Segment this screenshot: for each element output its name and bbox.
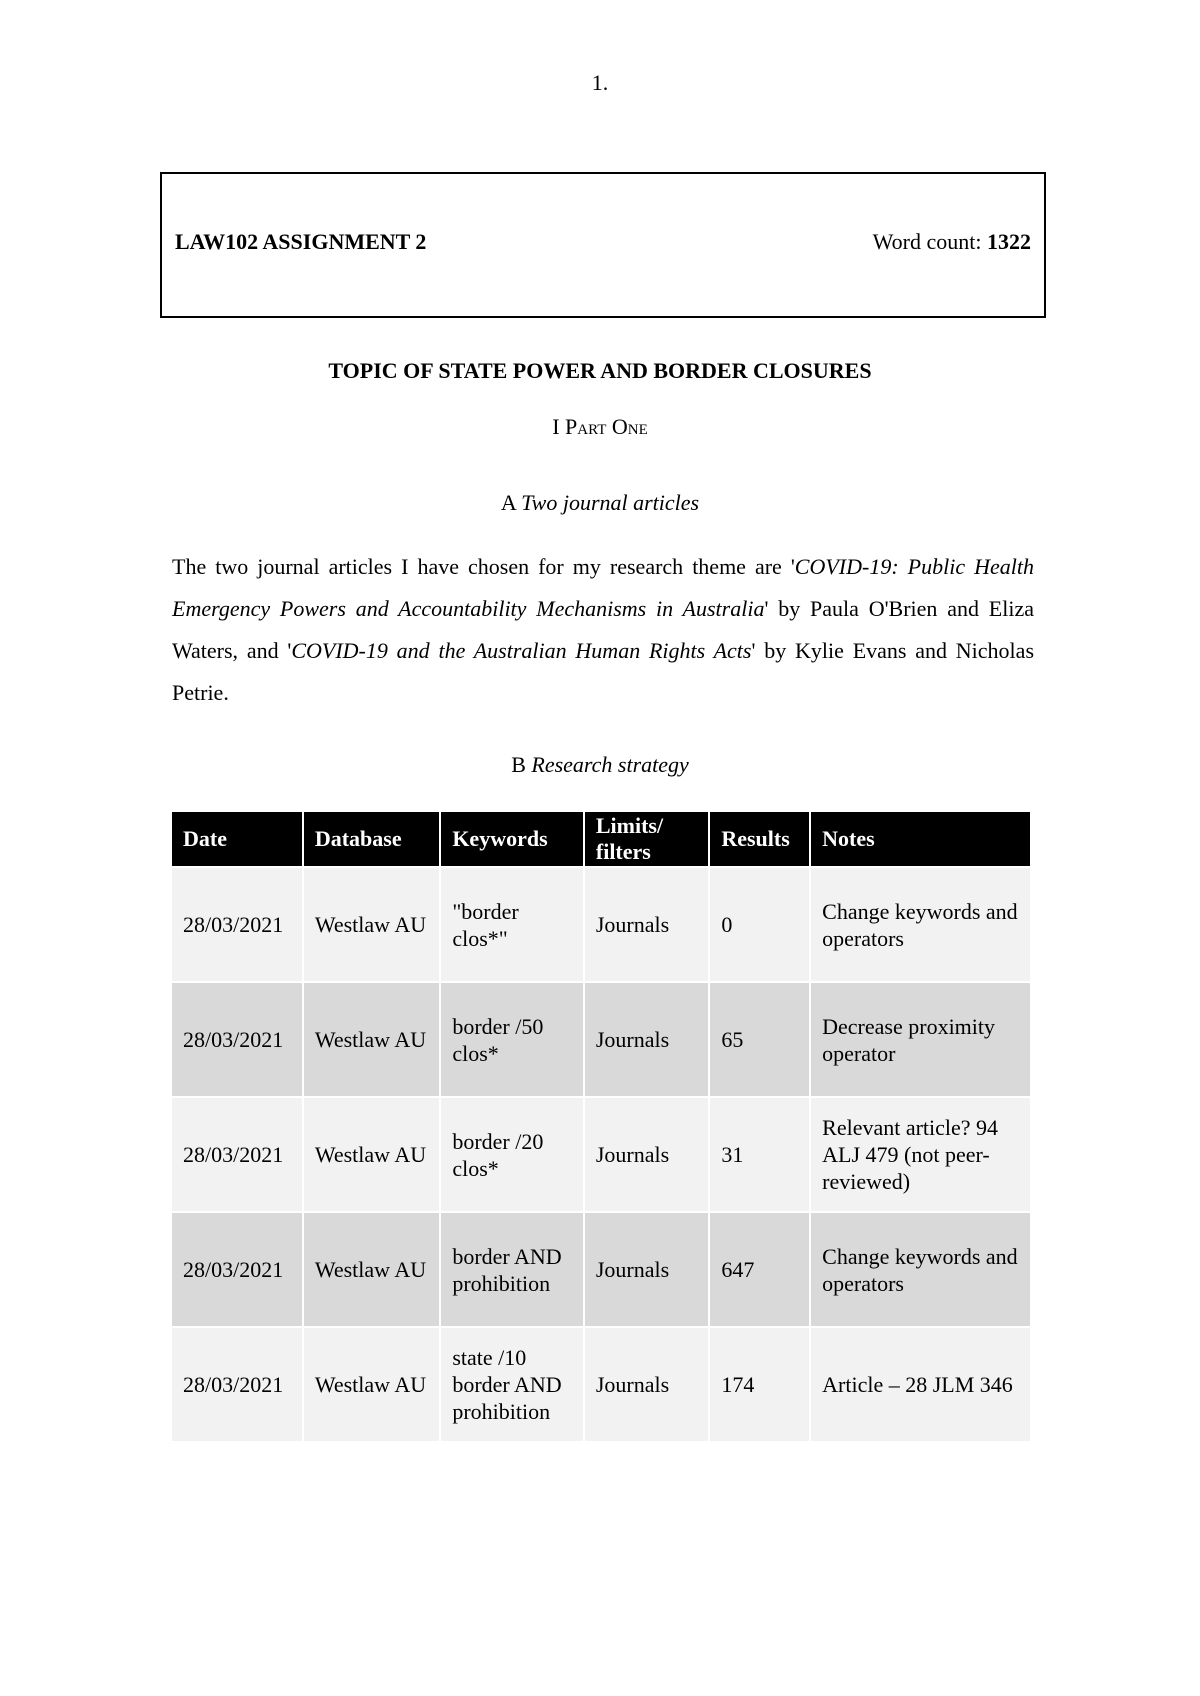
header-keywords: Keywords bbox=[441, 812, 583, 866]
cell-results: 647 bbox=[710, 1213, 809, 1326]
cell-keywords: border AND prohibition bbox=[441, 1213, 583, 1326]
table-row bbox=[172, 983, 1030, 1096]
part-numeral: I bbox=[552, 414, 560, 439]
header-limits-filters: Limits/ filters bbox=[585, 812, 708, 866]
cell-limits: Journals bbox=[585, 1213, 708, 1326]
cell-keywords: "border clos*" bbox=[441, 868, 583, 981]
article-title-2: COVID-19 and the Australian Human Rights Acts bbox=[291, 638, 752, 663]
article-title-1: COVID-19: Public Health Emergency Powers and Accountability Mechanisms in Australia bbox=[172, 554, 1035, 621]
cell-date: 28/03/2021 bbox=[172, 1328, 302, 1441]
cell-notes: Change keywords and operators bbox=[811, 1213, 1030, 1326]
cell-database: Westlaw AU bbox=[304, 868, 439, 981]
cell-limits: Journals bbox=[585, 1098, 708, 1211]
header-notes: Notes bbox=[811, 812, 1030, 866]
table-row bbox=[172, 1098, 1030, 1211]
table-row bbox=[172, 868, 1030, 981]
table-header-row bbox=[172, 812, 1030, 866]
cell-keywords: state /10 border AND prohibition bbox=[441, 1328, 583, 1441]
research-strategy-table bbox=[170, 810, 1032, 1443]
cell-results: 65 bbox=[710, 983, 809, 1096]
cell-notes: Relevant article? 94 ALJ 479 (not peer-reviewed) bbox=[811, 1098, 1030, 1211]
section-a-letter: A bbox=[500, 490, 516, 515]
part-heading bbox=[0, 414, 1200, 440]
cell-date: 28/03/2021 bbox=[172, 868, 302, 981]
cell-date: 28/03/2021 bbox=[172, 1213, 302, 1326]
table-row bbox=[172, 1328, 1030, 1441]
cell-notes: Article – 28 JLM 346 bbox=[811, 1328, 1030, 1441]
section-b-letter: B bbox=[511, 752, 526, 777]
paragraph-text: ' by Kylie Evans and Nicholas Petrie. bbox=[172, 638, 1034, 705]
cell-keywords: border /20 clos* bbox=[441, 1098, 583, 1211]
cell-database: Westlaw AU bbox=[304, 1328, 439, 1441]
section-b-title: Research strategy bbox=[531, 752, 689, 777]
cell-results: 174 bbox=[710, 1328, 809, 1441]
cell-results: 31 bbox=[710, 1098, 809, 1211]
page-number: 1. bbox=[591, 70, 609, 95]
cell-date: 28/03/2021 bbox=[172, 1098, 302, 1211]
header-results: Results bbox=[710, 812, 809, 866]
cell-notes: Decrease proximity operator bbox=[811, 983, 1030, 1096]
paragraph-text: The two journal articles I have chosen for my research theme are ' bbox=[172, 554, 795, 579]
assignment-title: LAW102 ASSIGNMENT 2 bbox=[175, 229, 427, 254]
cell-limits: Journals bbox=[585, 868, 708, 981]
cell-results: 0 bbox=[710, 868, 809, 981]
cell-limits: Journals bbox=[585, 1328, 708, 1441]
paragraph-text: ' by Paula O'Brien and Eliza Waters, and ' bbox=[172, 596, 1034, 663]
body-paragraph bbox=[172, 546, 1034, 714]
word-count-value: 1322 bbox=[987, 229, 1031, 254]
section-b-heading bbox=[0, 752, 1200, 778]
assignment-header-box bbox=[160, 172, 1046, 318]
section-a-title: Two journal articles bbox=[521, 490, 700, 515]
cell-date: 28/03/2021 bbox=[172, 983, 302, 1096]
cell-limits: Journals bbox=[585, 983, 708, 1096]
table-row bbox=[172, 1213, 1030, 1326]
word-count bbox=[873, 229, 1031, 255]
cell-keywords: border /50 clos* bbox=[441, 983, 583, 1096]
section-a-heading bbox=[0, 490, 1200, 516]
cell-notes: Change keywords and operators bbox=[811, 868, 1030, 981]
cell-database: Westlaw AU bbox=[304, 1213, 439, 1326]
header-database: Database bbox=[304, 812, 439, 866]
cell-database: Westlaw AU bbox=[304, 1098, 439, 1211]
cell-database: Westlaw AU bbox=[304, 983, 439, 1096]
header-date: Date bbox=[172, 812, 302, 866]
topic-heading: TOPIC OF STATE POWER AND BORDER CLOSURES bbox=[328, 358, 872, 383]
part-title: Part One bbox=[565, 414, 648, 439]
word-count-label: Word count: bbox=[872, 229, 987, 254]
